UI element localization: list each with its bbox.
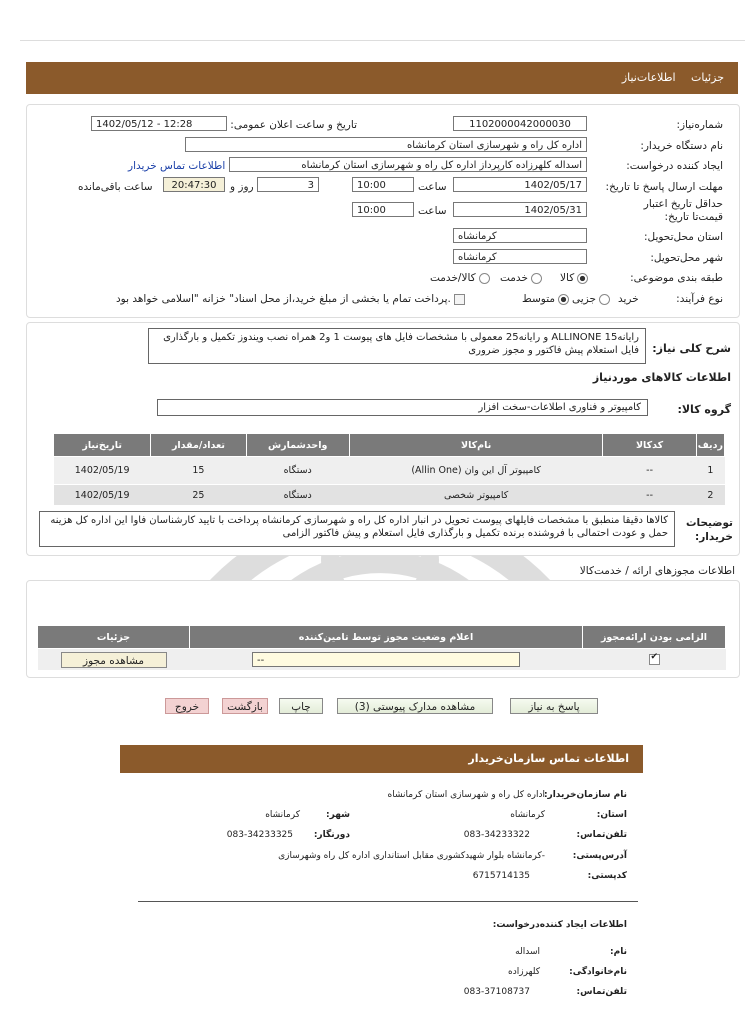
col-required: الزامی بودن ارائه‌مجوز xyxy=(583,626,726,649)
table-row xyxy=(54,457,725,485)
radio-icon[interactable] xyxy=(531,273,542,284)
deadline-label: مهلت ارسال پاسخ تا تاریخ: xyxy=(605,181,723,193)
announce-label: تاریخ و ساعت اعلان عمومی: xyxy=(230,119,357,131)
deadline-date-field: 1402/05/17 xyxy=(453,177,587,192)
notes-box: کالاها دقیقا منطبق با مشخصات فایلهای پیوست تحویل در انبار اداره کل راه و شهرسازی کرمانشاه پرداخت با تایید کارشناسان فاوا این اداره کل هزینه حمل و عودت احتمالی با فروشنده برنده تکمیل و بارگذاری فایل استعلام و پیش فاکتور الزامی xyxy=(39,511,675,547)
category-option-goods[interactable] xyxy=(560,272,588,284)
process-partial-label: جزیی xyxy=(572,293,596,305)
org-label: نام سازمان‌خریدار: xyxy=(543,790,627,800)
summary-title-label: شرح کلی نیاز: xyxy=(652,342,731,355)
group-box: کامپیوتر و فناوری اطلاعات-سخت افزار xyxy=(157,399,648,416)
cell-name: کامپیوتر آل این وان (Allin One) xyxy=(349,457,603,485)
buyer-contact-link[interactable]: اطلاعات تماس خریدار xyxy=(128,160,226,172)
tab-need-info[interactable]: اطلاعات‌نیاز xyxy=(621,71,676,84)
col-status: اعلام وضعیت مجوز توسط تامین‌کننده xyxy=(190,626,583,649)
province-field: کرمانشاه xyxy=(453,228,587,243)
radio-selected-icon[interactable] xyxy=(577,273,588,284)
cell-required xyxy=(583,649,726,671)
col-idx: ردیف xyxy=(696,434,724,457)
top-divider xyxy=(20,40,745,41)
province-value: کرمانشاه xyxy=(510,810,545,820)
summary-title-box: رایانه15 ALLINONE و رایانه25 معمولی با مشخصات فایل های پیوست 1 و2 همراه نصب ویندوز تکمیل و بارگذاری فایل استعلام پیش فاکتور و مجوز ضروری xyxy=(148,328,646,364)
need-number-label: شماره‌نیاز: xyxy=(676,119,723,131)
remaining-label: ساعت باقی‌مانده xyxy=(78,181,153,193)
contact-header: اطلاعات تماس سازمان‌خریدار xyxy=(120,745,643,773)
category-option-both[interactable] xyxy=(430,272,490,284)
permits-title: اطلاعات مجوزهای ارائه / خدمت‌کالا xyxy=(579,565,735,577)
city-label: شهر محل‌تحویل: xyxy=(650,252,723,264)
payment-treasury-option[interactable] xyxy=(116,293,465,305)
province-label: استان محل‌تحویل: xyxy=(643,231,723,243)
cell-unit: دستگاه xyxy=(246,457,349,485)
goods-info-label: اطلاعات کالاهای موردنیاز xyxy=(592,371,731,384)
process-option-buy xyxy=(618,293,639,305)
address-value: -کرمانشاه بلوار شهید‌کشوری مقابل استانداری اداره کل راه وشهرسازی xyxy=(278,851,545,861)
reply-button[interactable]: پاسخ به نیاز xyxy=(510,698,598,714)
cell-date: 1402/05/19 xyxy=(54,457,151,485)
org-value: اداره کل راه و شهرسازی استان کرمانشاه xyxy=(387,790,545,800)
contact-divider xyxy=(138,901,638,902)
fax-label: دورنگار: xyxy=(313,830,350,840)
city-label: شهر: xyxy=(326,810,350,820)
category-option-service[interactable] xyxy=(500,272,542,284)
postal-value: 6715714135 xyxy=(472,871,530,881)
radio-icon[interactable] xyxy=(479,273,490,284)
cell-idx: 1 xyxy=(696,457,724,485)
goods-table xyxy=(53,433,725,506)
notes-label: توضیحات خریدار: xyxy=(685,517,733,543)
days-field: 3 xyxy=(257,177,319,192)
creator-info-title: اطلاعات ایجاد کننده‌درخواست: xyxy=(492,920,627,930)
announce-field: 1402/05/12 - 12:28 xyxy=(91,116,227,131)
process-label: نوع فرآیند: xyxy=(676,293,723,305)
name-value: اسداله xyxy=(515,947,540,957)
city-value: کرمانشاه xyxy=(265,810,300,820)
cell-qty: 25 xyxy=(151,485,246,506)
cell-name: کامپیوتر شخصی xyxy=(349,485,603,506)
name-label: نام: xyxy=(610,947,627,957)
view-permit-button[interactable]: مشاهده مجوز xyxy=(61,652,167,668)
validity-date-field: 1402/05/31 xyxy=(453,202,587,217)
checkbox-icon[interactable] xyxy=(454,294,465,305)
cell-code: -- xyxy=(603,457,696,485)
payment-note: پرداخت تمام یا بخشی از مبلغ خرید،از محل اسناد" خزانه "اسلامی خواهد بود. xyxy=(116,293,451,305)
deadline-time-field: 10:00 xyxy=(352,177,414,192)
col-details: جزئیات xyxy=(38,626,190,649)
family-value: کلهرزاده xyxy=(508,967,540,977)
phone-label: تلفن‌تماس: xyxy=(576,830,627,840)
address-label: آدرس‌پستی: xyxy=(572,851,627,861)
province-label: استان: xyxy=(596,810,627,820)
permit-status-field[interactable]: -- xyxy=(252,652,520,667)
table-row xyxy=(38,649,726,671)
process-option-partial[interactable] xyxy=(572,293,610,305)
back-button[interactable]: بازگشت xyxy=(222,698,268,714)
buyer-field: اداره کل راه و شهرسازی استان کرمانشاه xyxy=(185,137,587,152)
permits-table xyxy=(37,625,726,671)
creator-label: ایجاد کننده درخواست: xyxy=(626,160,723,172)
postal-label: کدپستی: xyxy=(587,871,627,881)
col-name: نام‌کالا xyxy=(349,434,603,457)
cell-qty: 15 xyxy=(151,457,246,485)
print-button[interactable]: چاپ xyxy=(279,698,323,714)
category-service-label: خدمت xyxy=(500,272,528,284)
validity-time-field: 10:00 xyxy=(352,202,414,217)
process-buy-label: خرید xyxy=(618,293,639,305)
col-unit: واحدشمارش xyxy=(246,434,349,457)
validity-time-label: ساعت xyxy=(418,205,447,217)
deadline-time-label: ساعت xyxy=(418,181,447,193)
family-label: نام‌خانوادگی: xyxy=(569,967,627,977)
fax-value: 083-34233325 xyxy=(226,830,293,840)
checked-checkbox-icon[interactable]: ✔ xyxy=(649,654,660,665)
radio-icon[interactable] xyxy=(599,294,610,305)
remaining-time-field: 20:47:30 xyxy=(163,177,225,192)
phone-value: 083-34233322 xyxy=(463,830,530,840)
contact-phone-label: تلفن‌تماس: xyxy=(576,987,627,997)
category-label: طبقه بندی موضوعی: xyxy=(630,272,723,284)
cell-code: -- xyxy=(603,485,696,506)
col-code: کدکالا xyxy=(603,434,696,457)
attachments-button[interactable]: مشاهده مدارک پیوستی (3) xyxy=(337,698,493,714)
days-label: روز و xyxy=(230,181,254,193)
cell-unit: دستگاه xyxy=(246,485,349,506)
table-row xyxy=(54,485,725,506)
buyer-label: نام دستگاه‌ خریدار: xyxy=(640,140,723,152)
need-number-field: 1102000042000030 xyxy=(453,116,587,131)
tab-details[interactable]: جزئیات xyxy=(691,71,724,84)
page-header xyxy=(26,62,738,94)
city-field: کرمانشاه xyxy=(453,249,587,264)
creator-field: اسداله کلهرزاده کارپرداز اداره کل راه و شهرسازی استان کرمانشاه xyxy=(229,157,587,172)
cell-idx: 2 xyxy=(696,485,724,506)
contact-phone-value: 083-37108737 xyxy=(463,987,530,997)
cell-details xyxy=(38,649,190,671)
col-date: تاریخ‌نیاز xyxy=(54,434,151,457)
category-goods-label: کالا xyxy=(560,272,575,284)
cell-date: 1402/05/19 xyxy=(54,485,151,506)
process-medium-label: متوسط xyxy=(522,293,555,305)
validity-label: حداقل تاریخ اعتبار قیمت‌تا تاریخ: xyxy=(643,198,723,223)
category-both-label: کالا/خدمت xyxy=(430,272,476,284)
exit-button[interactable]: خروج xyxy=(165,698,209,714)
radio-selected-icon[interactable] xyxy=(558,294,569,305)
col-qty: تعداد/مقدار xyxy=(151,434,246,457)
process-option-medium[interactable] xyxy=(522,293,569,305)
cell-status xyxy=(190,649,583,671)
group-label: گروه کالا: xyxy=(677,403,731,416)
